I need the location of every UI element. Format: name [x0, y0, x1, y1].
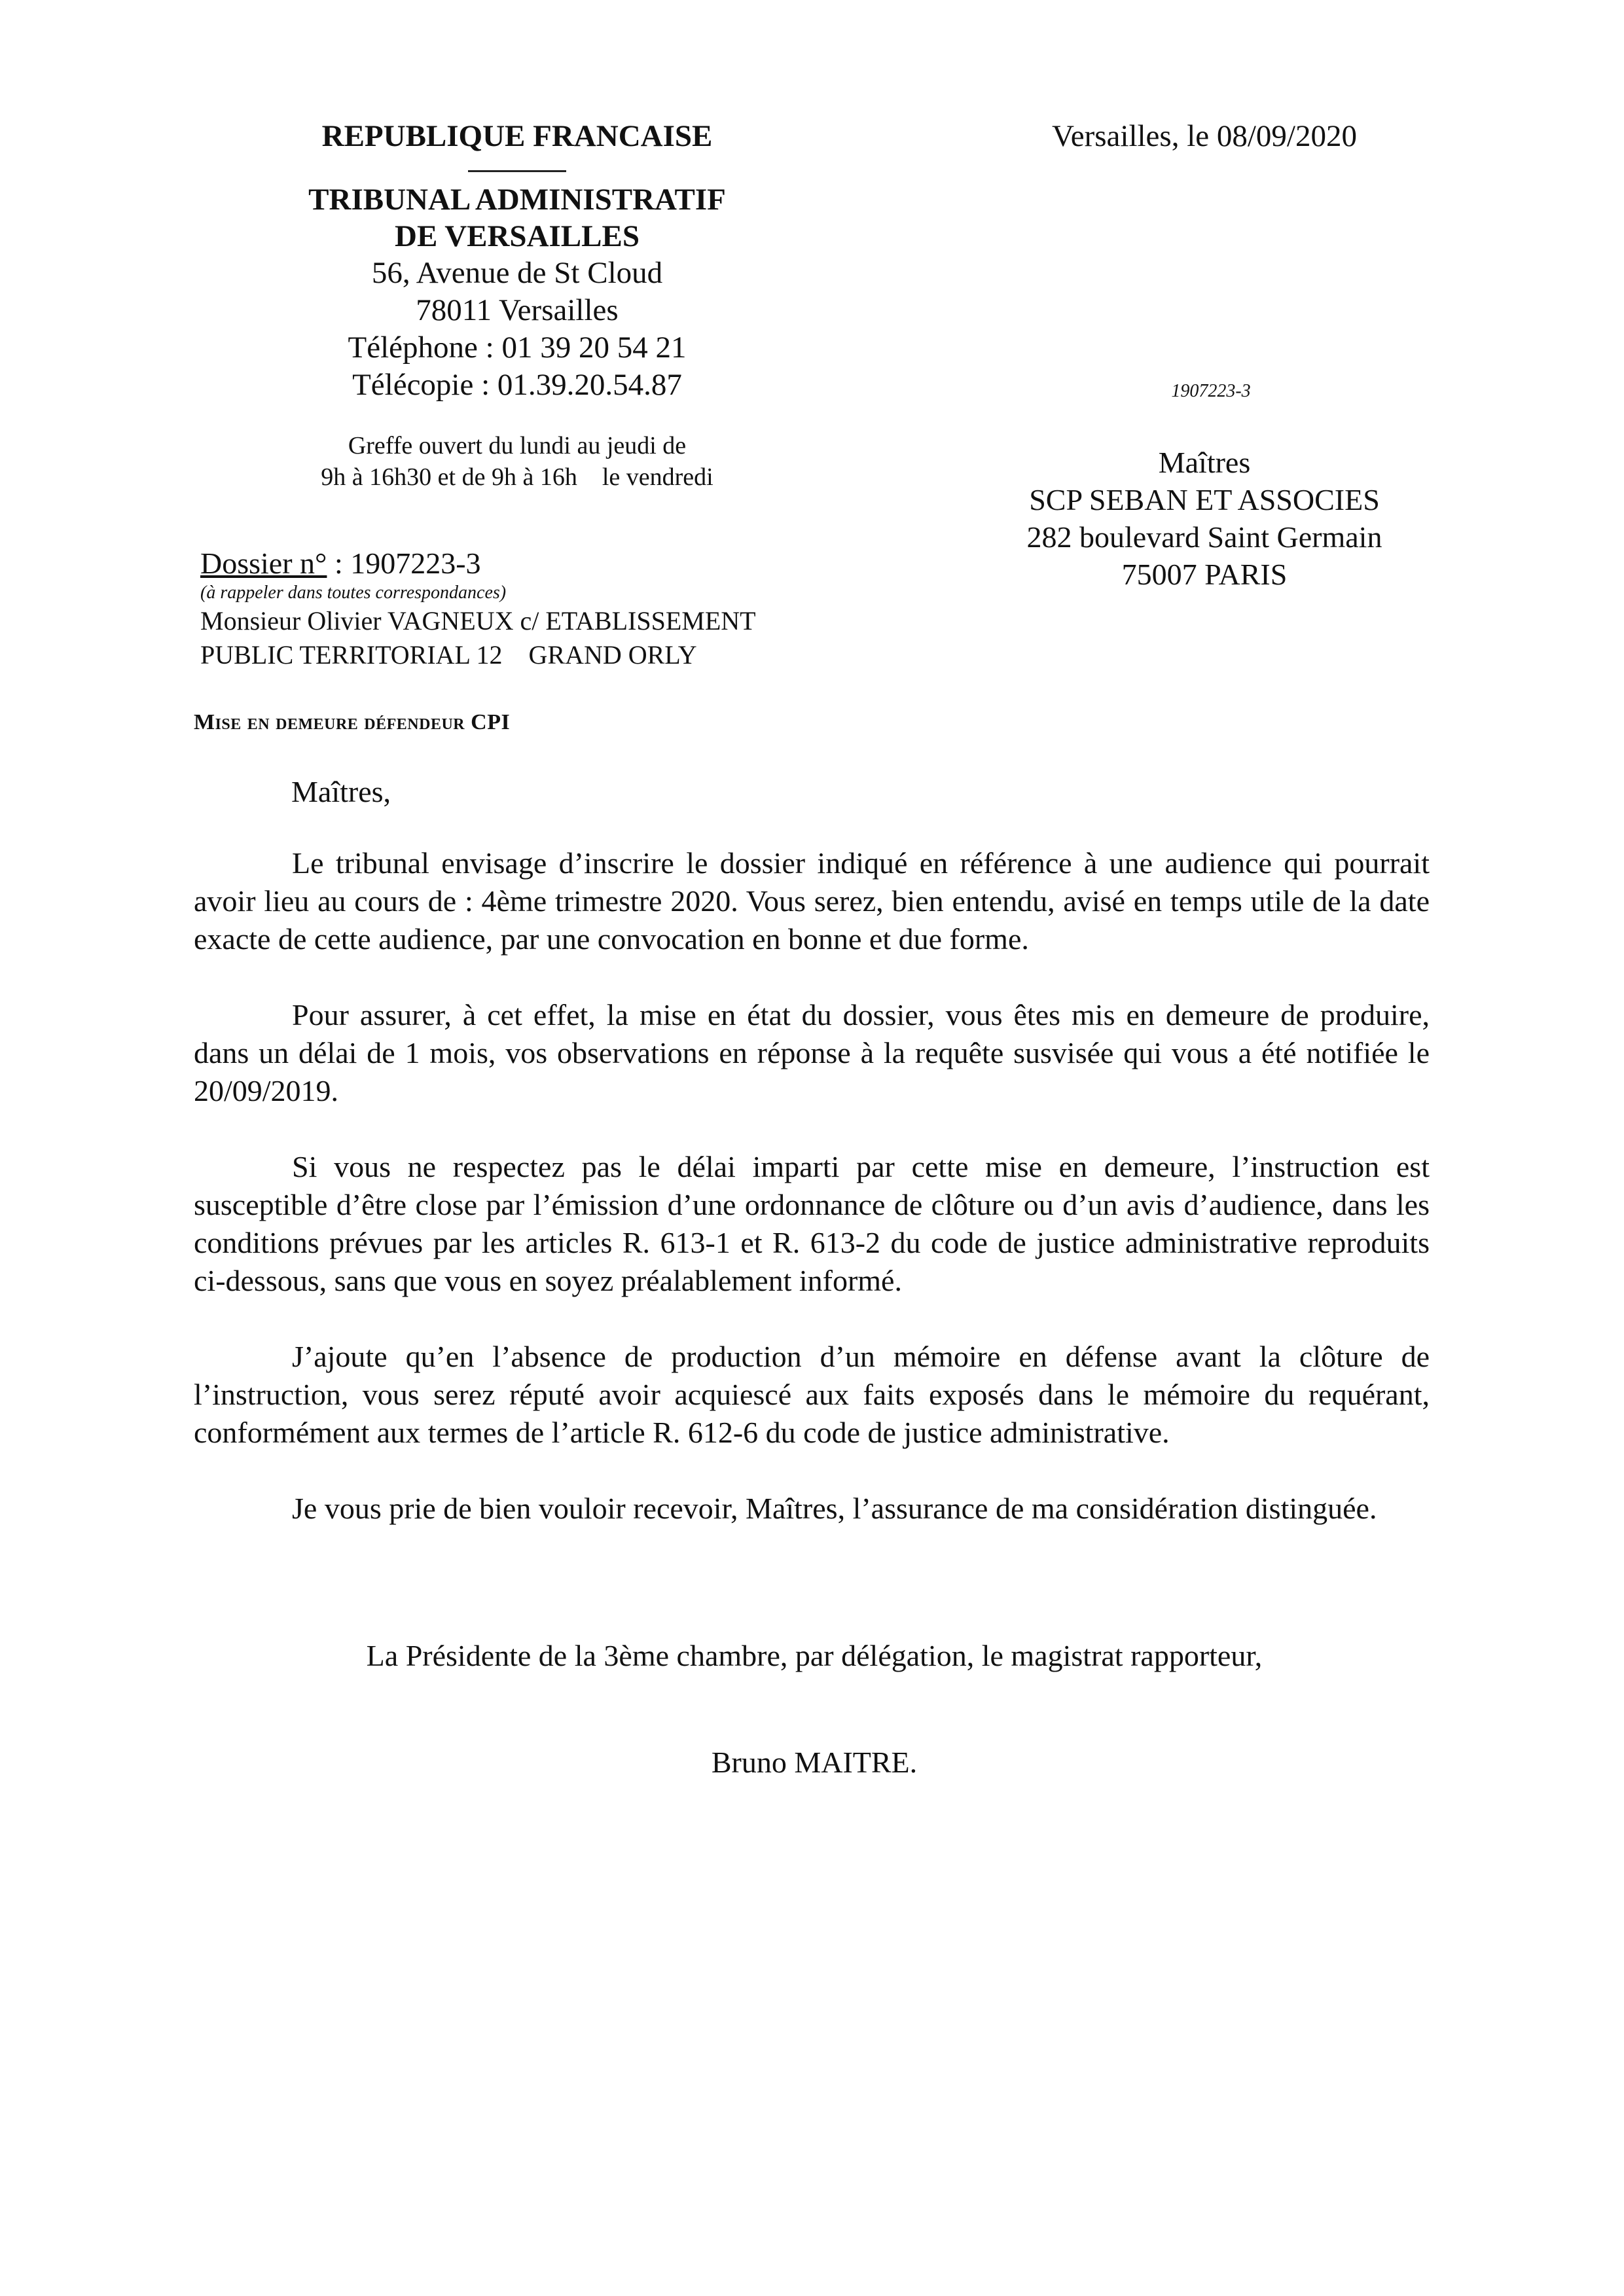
parties-line2: PUBLIC TERRITORIAL 12 GRAND ORLY — [200, 640, 697, 670]
reference-number: 1907223-3 — [1171, 381, 1251, 401]
office-hours-line2: 9h à 16h30 et de 9h à 16h le vendredi — [321, 463, 713, 491]
republic-heading: REPUBLIQUE FRANCAISE — [321, 119, 713, 153]
court-name-line2: DE VERSAILLES — [395, 219, 640, 253]
dossier-label: Dossier n° — [200, 547, 327, 580]
office-hours-line1: Greffe ouvert du lundi au jeudi de — [348, 432, 687, 459]
paragraph-acquiescence: J’ajoute qu’en l’absence de production d’un mémoire en défense avant la clôture de l’instruction, vous serez réputé avoir acquiescé aux faits exposés dans le mémoire du requérant, conformément aux termes de l’article R. 612-6 du code de justice administrative. — [194, 1340, 1430, 1449]
office-hours — [196, 430, 838, 493]
paragraph-closing: Je vous prie de bien vouloir recevoir, Maîtres, l’assurance de ma considération distinguée. — [292, 1492, 1377, 1525]
salutation: Maîtres, — [291, 775, 391, 808]
court-address: 56, Avenue de St Cloud — [371, 256, 663, 290]
recipient-line1: Maîtres — [1158, 446, 1251, 479]
paragraph-deadline: Pour assurer, à cet effet, la mise en état du dossier, vous êtes mis en demeure de produire, dans un délai de 1 mois, vos observations en réponse à la requête susvisée qui vous a été notifiée le 20/09/2019. — [194, 998, 1430, 1107]
dossier-note: (à rappeler dans toutes correspondances) — [200, 583, 507, 603]
recipient-line3: 282 boulevard Saint Germain — [1026, 520, 1382, 554]
signature-title: La Présidente de la 3ème chambre, par délégation, le magistrat rapporteur, — [366, 1639, 1263, 1672]
header-separator — [468, 170, 566, 172]
recipient-line4: 75007 PARIS — [1121, 558, 1288, 591]
paragraph-closure: Si vous ne respectez pas le délai imparti par cette mise en demeure, l’instruction est susceptible d’être close par l’émission d’une ordonnance de clôture ou d’un avis d’audience, dans les conditions prévues par les articles R. 613-1 et R. 613-2 du code de justice administrative reproduits ci-dessous, sans que vous en soyez préalablement informé. — [194, 1150, 1430, 1297]
court-city: 78011 Versailles — [416, 293, 619, 327]
dossier-number: : 1907223-3 — [327, 547, 481, 580]
signatory-name: Bruno MAITRE. — [711, 1746, 918, 1779]
letter-body — [194, 844, 1430, 1566]
court-header — [196, 117, 838, 493]
recipient-line2: SCP SEBAN ET ASSOCIES — [1029, 483, 1380, 516]
court-name-line1: TRIBUNAL ADMINISTRATIF — [308, 183, 726, 217]
letter-date: Versailles, le 08/09/2020 — [1051, 119, 1357, 153]
paragraph-hearing: Le tribunal envisage d’inscrire le dossier indiqué en référence à une audience qui pourrait avoir lieu au cours de : 4ème trimestre 2020. Vous serez, bien entendu, avisé en temps utile de la date exacte de cette audience, par une convocation en bonne et due forme. — [194, 846, 1430, 956]
letter-object: Mise en demeure défendeur CPI — [194, 710, 511, 734]
court-fax: Télécopie : 01.39.20.54.87 — [352, 368, 682, 402]
parties-line1: Monsieur Olivier VAGNEUX c/ ETABLISSEMENT — [200, 606, 756, 636]
recipient-address — [956, 444, 1453, 593]
dossier-block — [200, 545, 855, 672]
dossier-number-line — [200, 545, 855, 582]
court-phone: Téléphone : 01 39 20 54 21 — [348, 331, 687, 365]
